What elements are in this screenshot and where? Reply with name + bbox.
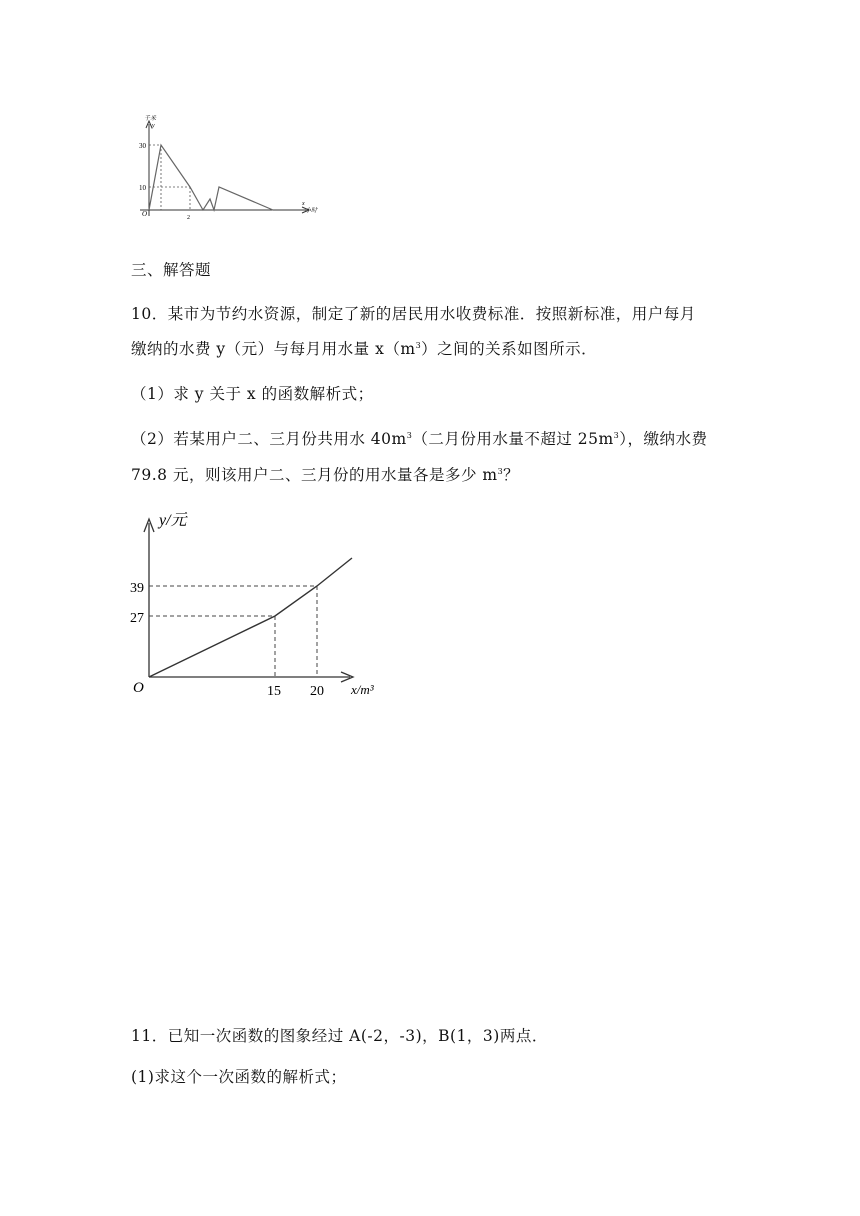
distance-time-figure [130,112,318,222]
y-axis-label: y/元 [159,512,187,529]
x-tick-20: 20 [310,684,324,699]
y-tick-39: 39 [130,581,144,596]
section-header: 三、解答题 [131,261,212,279]
q10-part2-line1: （2）若某用户二、三月份共用水 $40m^3$（二月份用水量不超过 $25m^3$），缴纳水费 [131,430,708,448]
fee-line [149,558,352,677]
q11-line1: 11．已知一次函数的图象经过 A(-2，-3)，B(1，3)两点． [131,1027,548,1045]
q10-part2-line2: 79.8 元，则该用户二、三月份的用水量各是多少 $m^3$？ [131,466,520,484]
y-axis-var: y [152,123,155,129]
distance-time-line [149,145,273,210]
q10-line1: 10．某市为节约水资源，制定了新的居民用水收费标准．按照新标准，用户每月 [131,305,696,323]
y-tick-30: 30 [139,142,146,150]
q11-part1: (1)求这个一次函数的解析式； [131,1068,347,1086]
origin-label: O [133,680,144,696]
y-unit-label: 千米 [144,116,157,122]
q10-line2: 缴纳的水费 y（元）与每月用水量 $x(m^3)$之间的关系如图所示． [131,340,598,358]
x-axis-label: x/m³ [351,682,374,697]
x-unit-label: 小时 [305,208,318,214]
origin-label: O [142,210,148,218]
y-tick-10: 10 [139,184,146,192]
x-axis-var: x [302,201,305,207]
y-tick-27: 27 [130,611,144,626]
x-tick-2: 2 [187,215,190,221]
x-tick-15: 15 [267,684,281,699]
q10-part1: （1）求 y 关于 x 的函数解析式； [131,385,374,403]
water-fee-figure [125,505,390,705]
